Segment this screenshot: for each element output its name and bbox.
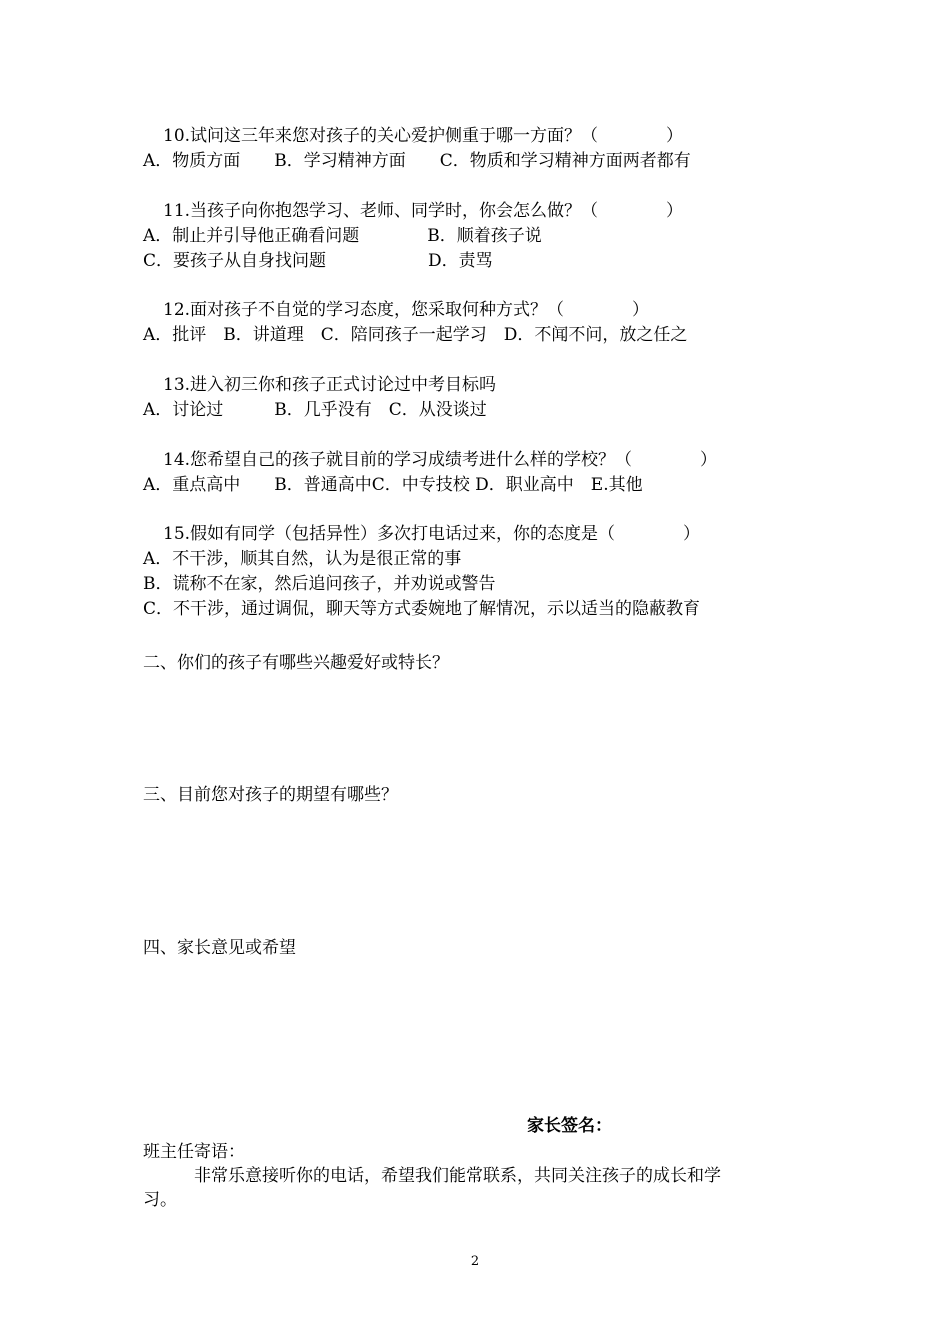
question-option: A．讨论过 B．几乎没有 C．从没谈过 [143,400,487,420]
parent-signature-label: 家长签名： [527,1116,612,1136]
section-heading-hobbies: 二、你们的孩子有哪些兴趣爱好或特长？ [143,653,449,673]
question-option: A．物质方面 B．学习精神方面 C．物质和学习精神方面两者都有 [143,151,691,171]
teacher-message-label: 班主任寄语： [143,1142,245,1162]
teacher-message-line: 非常乐意接听你的电话，希望我们能常联系，共同关注孩子的成长和学 [143,1166,721,1186]
teacher-message-line: 习。 [143,1190,177,1210]
question-prompt: 10.试问这三年来您对孩子的关心爱护侧重于哪一方面？（ ） [163,126,684,146]
section-heading-parent-opinion: 四、家长意见或希望 [143,938,296,958]
page-number: 2 [470,1254,480,1269]
question-option: A．批评 B．讲道理 C．陪同孩子一起学习 D．不闻不问，放之任之 [143,325,688,345]
question-option: C．不干涉，通过调侃，聊天等方式委婉地了解情况，示以适当的隐蔽教育 [143,599,701,619]
section-heading-expectations: 三、目前您对孩子的期望有哪些？ [143,785,398,805]
question-option: A．不干涉，顺其自然，认为是很正常的事 [143,549,462,569]
question-prompt: 13.进入初三你和孩子正式讨论过中考目标吗 [163,375,497,395]
question-prompt: 15.假如有同学（包括异性）多次打电话过来，你的态度是（ ） [163,524,701,544]
question-prompt: 11.当孩子向你抱怨学习、老师、同学时，你会怎么做？（ ） [163,201,684,221]
question-prompt: 14.您希望自己的孩子就目前的学习成绩考进什么样的学校？（ ） [163,450,718,470]
question-option: A．制止并引导他正确看问题 B．顺着孩子说 [143,226,542,246]
question-prompt: 12.面对孩子不自觉的学习态度，您采取何种方式？（ ） [163,300,650,320]
question-option: C．要孩子从自身找问题 D．责骂 [143,251,493,271]
question-option: A．重点高中 B．普通高中C．中专技校 D．职业高中 E.其他 [143,475,643,495]
question-option: B．谎称不在家，然后追问孩子，并劝说或警告 [143,574,496,594]
